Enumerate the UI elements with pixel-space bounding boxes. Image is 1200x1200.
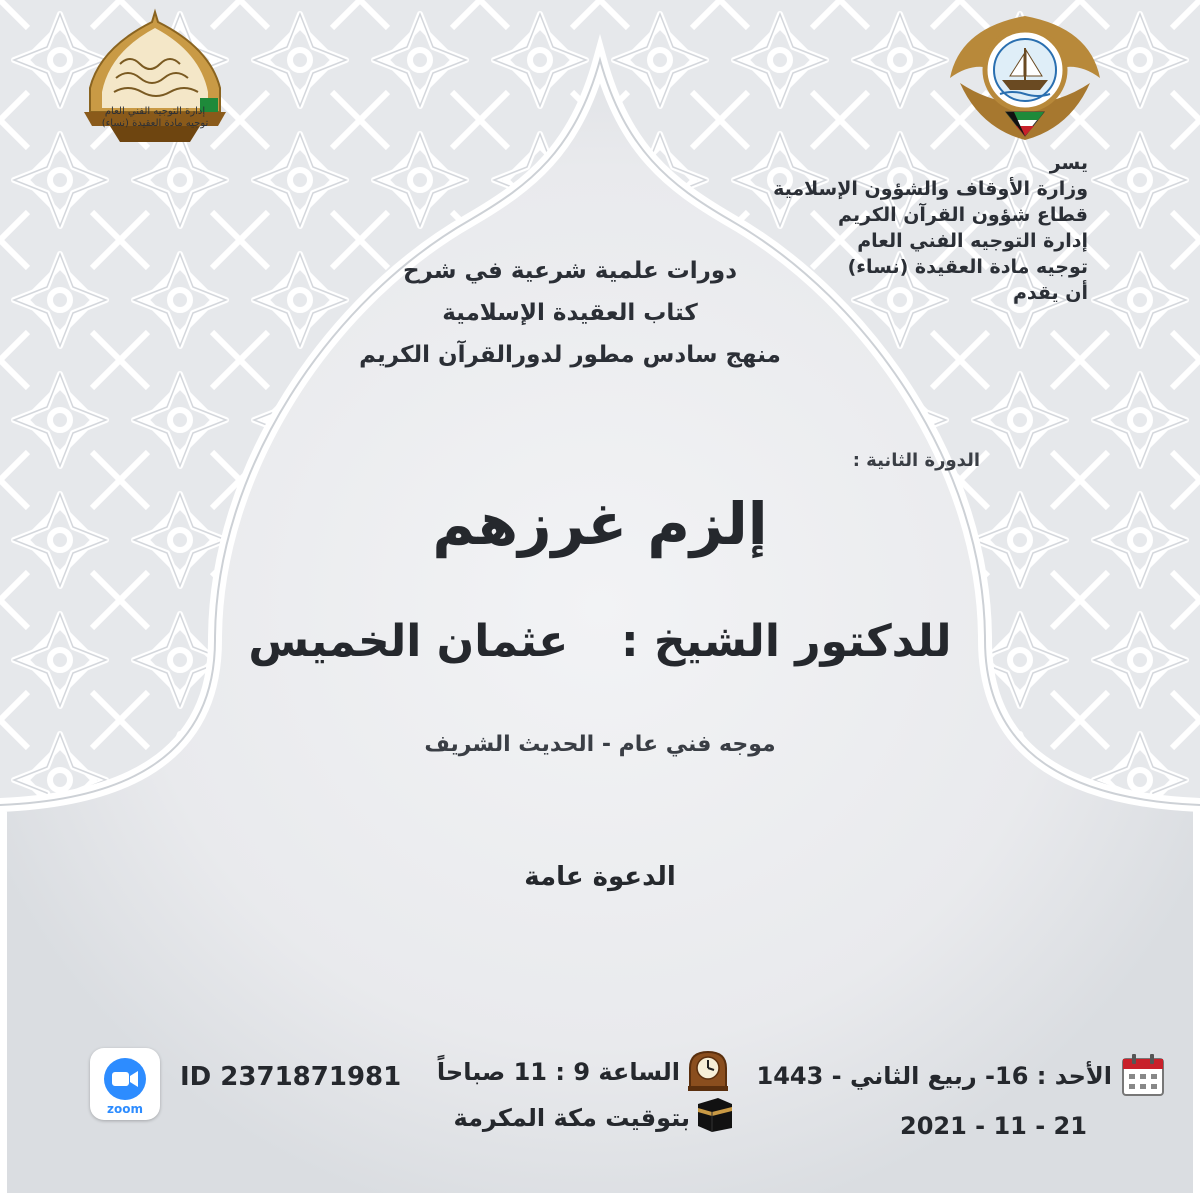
zoom-icon — [102, 1056, 148, 1102]
header-line-5: توجيه مادة العقيدة (نساء) — [847, 256, 1088, 278]
speaker-line — [150, 612, 1050, 672]
time-text: الساعة 9 : 11 صباحاً — [436, 1058, 680, 1086]
calendar-icon — [1120, 1052, 1166, 1098]
kaaba-icon — [694, 1092, 736, 1134]
intro-line-2: كتاب العقيدة الإسلامية — [442, 300, 698, 326]
hijri-date: الأحد : 16- ربيع الثاني - 1443 — [756, 1062, 1112, 1090]
gregorian-date: 2021 - 11 - 21 — [900, 1112, 1087, 1140]
zoom-label: zoom — [107, 1102, 143, 1116]
clock-icon — [684, 1048, 732, 1092]
kuwait-emblem — [940, 8, 1110, 148]
speaker-prefix: للدكتور الشيخ : — [620, 616, 952, 667]
logo-caption-line-2: توجيه مادة العقيدة (نساء) — [101, 118, 209, 129]
speaker-name: عثمان الخميس — [248, 616, 569, 667]
intro-line-3: منهج سادس مطور لدورالقرآن الكريم — [359, 342, 781, 368]
header-line-1: يسر — [1049, 152, 1088, 174]
course-label: الدورة الثانية : — [852, 450, 980, 471]
meeting-id[interactable]: ID 2371871981 — [180, 1062, 402, 1092]
logo-caption — [70, 106, 240, 130]
header-line-3: قطاع شؤون القرآن الكريم — [838, 204, 1088, 226]
header-line-2: وزارة الأوقاف والشؤون الإسلامية — [773, 178, 1088, 200]
zoom-button[interactable] — [90, 1048, 160, 1120]
timezone-text: بتوقيت مكة المكرمة — [453, 1104, 690, 1132]
speaker-role: موجه فني عام - الحديث الشريف — [424, 732, 776, 757]
invitation-text: الدعوة عامة — [524, 862, 676, 892]
intro-line-1: دورات علمية شرعية في شرح — [402, 258, 738, 284]
course-title: إلزم غرزهم — [432, 490, 768, 558]
logo-caption-line-1: إدارة التوجيه الفني العام — [104, 106, 206, 117]
intro-block — [300, 250, 840, 376]
header-line-4: إدارة التوجيه الفني العام — [857, 230, 1088, 252]
header-line-6: أن يقدم — [1012, 282, 1088, 304]
